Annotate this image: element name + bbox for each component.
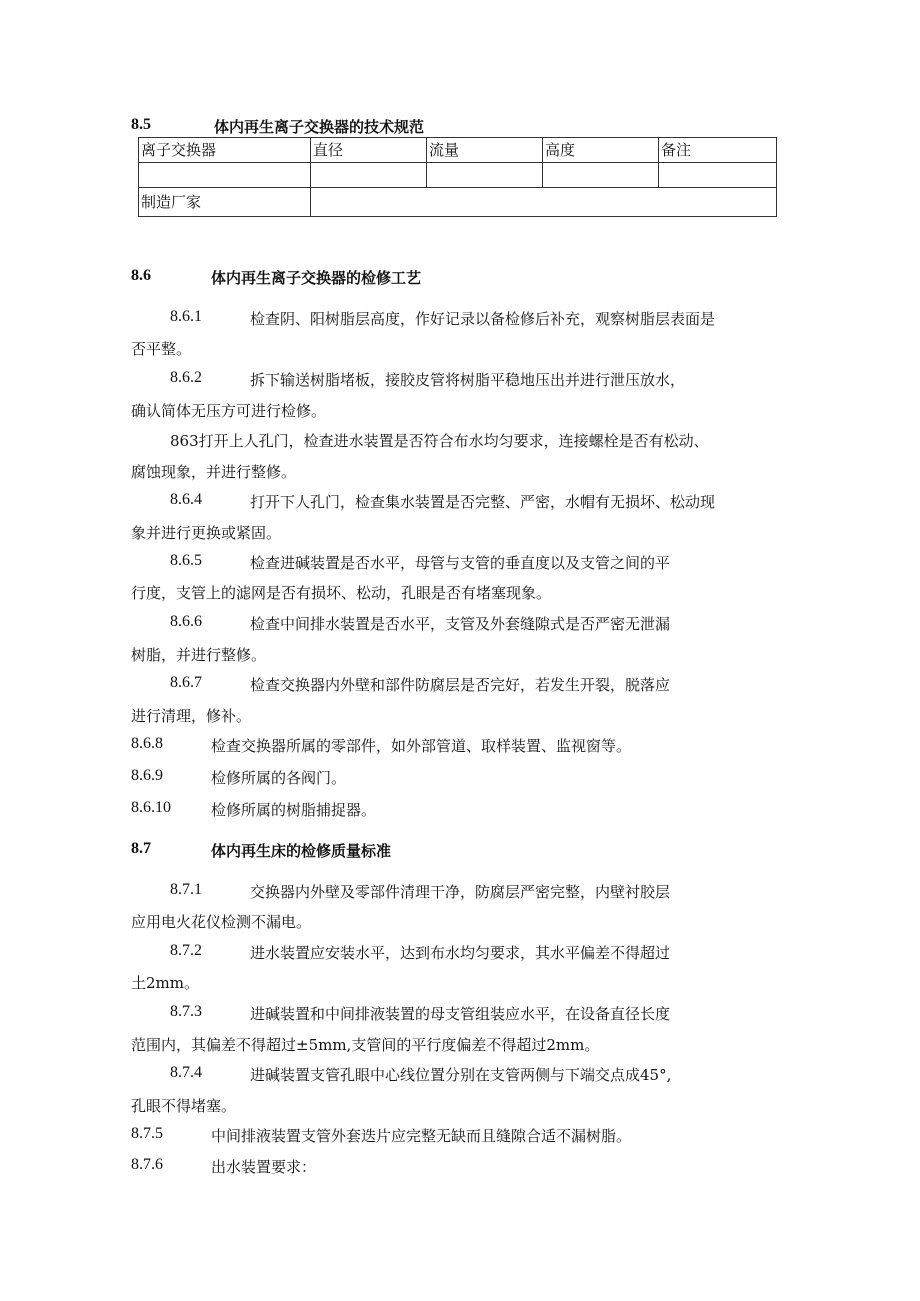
item-text-cont: 进行清理，修补。 <box>131 707 252 725</box>
manufacturer-value <box>311 188 777 217</box>
item-number: 8.7.1 <box>170 881 202 898</box>
item-text: 检查中间排水装置是否水平，支管及外套缝隙式是否严密无泄漏 <box>250 615 671 633</box>
item-number: 8.6.7 <box>170 674 202 691</box>
section-8-7-number: 8.7 <box>131 840 151 857</box>
table-cell <box>543 163 659 188</box>
item-text: 出水装置要求： <box>211 1158 317 1176</box>
item-text: 打开下人孔门，检查集水装置是否完整、严密，水帽有无损坏、松动现 <box>250 493 716 511</box>
table-header-cell: 流量 <box>427 138 543 163</box>
item-number: 8.6.6 <box>170 613 202 630</box>
item-text-cont: 孔眼不得堵塞。 <box>131 1097 237 1115</box>
item-number: 8.7.5 <box>131 1125 163 1142</box>
item-text: 检查交换器内外壁和部件防腐层是否完好，若发生开裂，脱落应 <box>250 676 671 694</box>
item-number: 8.7.6 <box>131 1156 163 1173</box>
item-number: 8.7.2 <box>170 942 202 959</box>
table-header-cell: 备注 <box>659 138 777 163</box>
table-row-manufacturer <box>139 188 777 217</box>
item-text: 检查进碱装置是否水平，母管与支管的垂直度以及支管之间的平 <box>250 554 671 572</box>
item-number: 8.6.10 <box>131 799 171 816</box>
item-number: 8.6.5 <box>170 552 202 569</box>
table-header-cell: 离子交换器 <box>139 138 311 163</box>
item-text-cont: 确认简体无压方可进行检修。 <box>131 402 327 420</box>
table-header-cell: 直径 <box>311 138 427 163</box>
table-cell <box>311 163 427 188</box>
spec-table <box>138 137 777 217</box>
item-text: 交换器内外壁及零部件清理干净，防腐层严密完整，内壁衬胶层 <box>250 883 671 901</box>
item-text: 中间排液装置支管外套迭片应完整无缺而且缝隙合适不漏树脂。 <box>211 1127 632 1145</box>
item-number: 8.6.4 <box>170 491 202 508</box>
item-text: 拆下输送树脂堵板，接胶皮管将树脂平稳地压出并进行泄压放水， <box>250 371 686 389</box>
item-number: 8.7.3 <box>170 1003 202 1020</box>
table-header-row <box>139 138 777 163</box>
item-number: 8.6.2 <box>170 369 202 386</box>
item-text: 进碱装置和中间排液装置的母支管组装应水平，在设备直径长度 <box>250 1005 671 1023</box>
item-text: 进水装置应安装水平，达到布水均匀要求，其水平偏差不得超过 <box>250 944 671 962</box>
section-8-7-title: 体内再生床的检修质量标准 <box>211 842 392 860</box>
manufacturer-label: 制造厂家 <box>139 188 311 217</box>
item-text-cont: 树脂，并进行整修。 <box>131 646 267 664</box>
table-cell <box>427 163 543 188</box>
item-number: 8.7.4 <box>170 1064 202 1081</box>
item-text-cont: 象并进行更换或紧固。 <box>131 524 282 542</box>
item-text-cont: 腐蚀现象，并进行整修。 <box>131 463 297 481</box>
item-text: 检查阴、阳树脂层高度，作好记录以备检修后补充，观察树脂层表面是 <box>250 310 716 328</box>
item-number: 8.6.9 <box>131 767 163 784</box>
item-text-cont: 否平整。 <box>131 340 192 358</box>
table-cell <box>139 163 311 188</box>
item-text: 检修所属的树脂捕捉器。 <box>211 801 377 819</box>
section-8-6-title: 体内再生离子交换器的检修工艺 <box>211 269 422 287</box>
item-text-cont: 范围内，其偏差不得超过±5mm,支管间的平行度偏差不得超过2mm。 <box>131 1036 600 1054</box>
item-text-cont: 应用电火花仪检测不漏电。 <box>131 913 312 931</box>
item-text-cont: 行度，支管上的滤网是否有损坏、松动，孔眼是否有堵塞现象。 <box>131 584 552 602</box>
section-8-6-number: 8.6 <box>131 267 151 284</box>
section-8-5-title: 体内再生离子交换器的技术规范 <box>214 118 425 136</box>
item-text-cont: 土2mm。 <box>131 974 199 992</box>
section-8-5-number: 8.5 <box>131 116 151 133</box>
table-row <box>139 163 777 188</box>
item-text: 863打开上人孔门，检查进水装置是否符合布水均匀要求，连接螺栓是否有松动、 <box>170 432 709 450</box>
item-number: 8.6.1 <box>170 308 202 325</box>
item-number: 8.6.8 <box>131 735 163 752</box>
item-text: 检修所属的各阀门。 <box>211 769 347 787</box>
table-cell <box>659 163 777 188</box>
table-header-cell: 高度 <box>543 138 659 163</box>
item-text: 进碱装置支管孔眼中心线位置分别在支管两侧与下端交点成45°, <box>250 1066 672 1084</box>
item-text: 检查交换器所属的零部件，如外部管道、取样装置、监视窗等。 <box>211 737 632 755</box>
